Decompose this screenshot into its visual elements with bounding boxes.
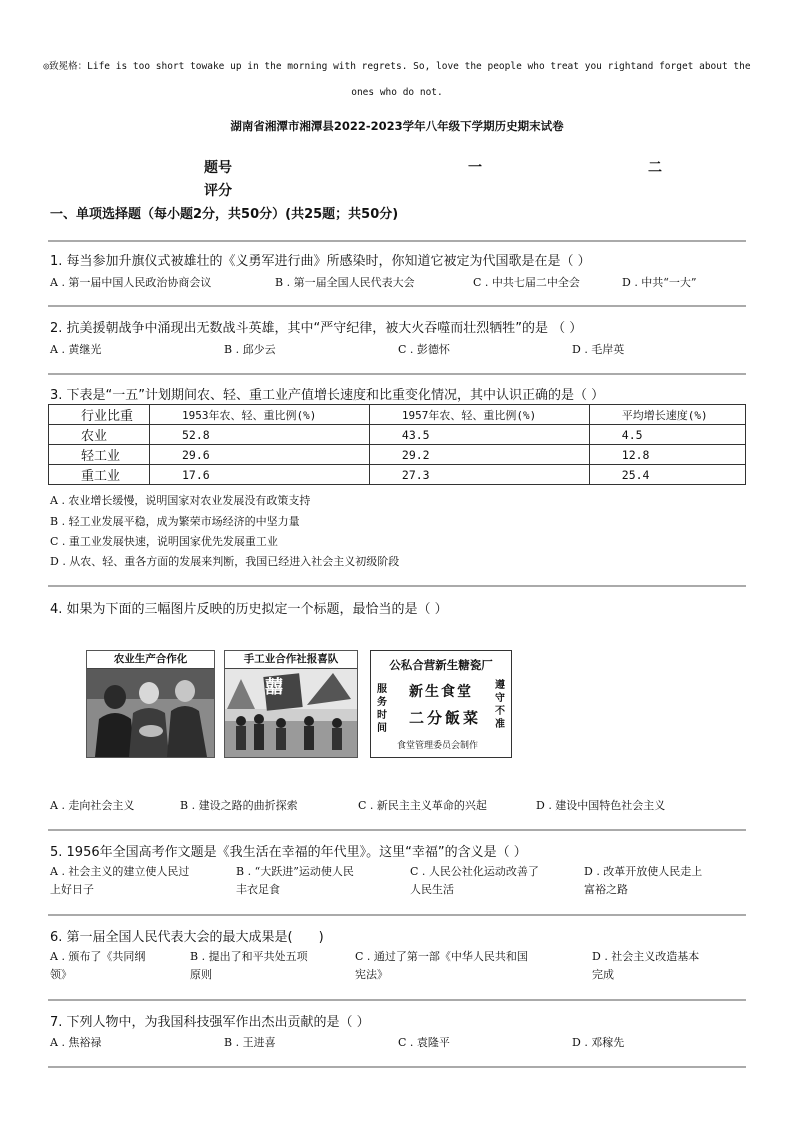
q5-option-d[interactable] bbox=[584, 863, 754, 899]
section-title: 一、单项选择题（每小题2分，共50分）(共25题；共50分) bbox=[50, 207, 399, 222]
table-cell: 52.8 bbox=[150, 425, 370, 445]
option-text-cont: 完成 bbox=[592, 968, 614, 981]
table-cell: 12.8 bbox=[589, 445, 745, 465]
table-cell: 轻工业 bbox=[49, 445, 150, 465]
q6-option-d[interactable] bbox=[592, 948, 752, 984]
q5-option-a[interactable] bbox=[50, 863, 230, 899]
divider bbox=[48, 305, 746, 307]
option-text: D . 社会主义改造基本 bbox=[592, 950, 700, 963]
q1-option-b[interactable]: B . 第一届全国人民代表大会 bbox=[275, 276, 415, 289]
option-text-cont: 人民生活 bbox=[410, 883, 454, 896]
divider bbox=[48, 914, 746, 916]
q2-option-d[interactable]: D . 毛岸英 bbox=[572, 343, 625, 356]
option-text: A . 颁布了《共同纲 bbox=[50, 950, 146, 963]
q6-option-b[interactable] bbox=[190, 948, 355, 984]
table-row bbox=[49, 465, 746, 485]
sign-main-text: 新生食堂 bbox=[409, 684, 473, 700]
sign-bottom-text: 食堂管理委员会制作 bbox=[397, 741, 479, 751]
q2-option-a[interactable]: A . 黄继光 bbox=[50, 343, 102, 356]
q4-option-b[interactable]: B . 建设之路的曲折探索 bbox=[180, 799, 298, 812]
divider bbox=[48, 585, 746, 587]
option-text-cont: 上好日子 bbox=[50, 883, 94, 896]
question-5-options bbox=[50, 863, 750, 897]
score-row-label: 评分 bbox=[204, 183, 232, 199]
sign-price-text: 二分飯菜 bbox=[409, 709, 482, 727]
divider bbox=[48, 240, 746, 242]
question-3-stem: 3. 下表是“一五”计划期间农、轻、重工业产值增长速度和比重变化情况，其中认识正确的是（ ） bbox=[50, 388, 605, 403]
photo-sign-text: 囍 bbox=[265, 677, 283, 698]
q6-option-c[interactable] bbox=[355, 948, 590, 984]
option-text: C . 通过了第一部《中华人民共和国 bbox=[355, 950, 528, 963]
table-cell: 29.6 bbox=[150, 445, 370, 465]
table-cell: 重工业 bbox=[49, 465, 150, 485]
header-motto: ◎致冕格：Life is too short towake up in the morning with regrets. So, love the people who treat you rightand forget about the ones who do not. bbox=[43, 61, 751, 98]
photo-caption: 农业生产合作化 bbox=[87, 651, 214, 669]
q3-option-a[interactable]: A . 农业增长缓慢，说明国家对农业发展没有政策支持 bbox=[50, 494, 311, 507]
option-text-cont: 富裕之路 bbox=[584, 883, 628, 896]
industry-data-table bbox=[48, 404, 746, 485]
option-text: B . 提出了和平共处五项 bbox=[190, 950, 308, 963]
table-cell: 17.6 bbox=[150, 465, 370, 485]
table-header: 行业比重 bbox=[49, 405, 150, 425]
q3-option-d[interactable]: D . 从农、轻、重各方面的发展来判断，我国已经进入社会主义初级阶段 bbox=[50, 555, 400, 568]
q5-option-c[interactable] bbox=[410, 863, 580, 899]
score-col-2: 二 bbox=[648, 160, 662, 176]
divider bbox=[48, 1066, 746, 1068]
q1-option-d[interactable]: D . 中共“一大” bbox=[622, 276, 697, 289]
q4-option-c[interactable]: C . 新民主主义革命的兴起 bbox=[358, 799, 487, 812]
table-row bbox=[49, 445, 746, 465]
sign-heading: 公私合营新生糖瓷厂 bbox=[389, 658, 493, 672]
table-cell: 25.4 bbox=[589, 465, 745, 485]
divider bbox=[48, 373, 746, 375]
table-header: 1953年农、轻、重比例(%) bbox=[150, 405, 370, 425]
option-text-cont: 宪法》 bbox=[355, 968, 388, 981]
q7-option-b[interactable]: B . 王进喜 bbox=[224, 1036, 276, 1049]
sign-right-column: 遵守不准 bbox=[495, 680, 505, 730]
table-cell: 29.2 bbox=[369, 445, 589, 465]
sign-left-column: 服务时间 bbox=[377, 684, 387, 734]
question-7-stem: 7. 下列人物中，为我国科技强军作出杰出贡献的是（ ） bbox=[50, 1015, 370, 1030]
option-text: C . 人民公社化运动改善了 bbox=[410, 865, 539, 878]
table-header: 1957年农、轻、重比例(%) bbox=[369, 405, 589, 425]
table-row bbox=[49, 425, 746, 445]
question-5-stem: 5. 1956年全国高考作文题是《我生活在幸福的年代里》。这里“幸福”的含义是（ ） bbox=[50, 845, 527, 860]
question-4-stem: 4. 如果为下面的三幅图片反映的历史拟定一个标题，最恰当的是（ ） bbox=[50, 602, 448, 617]
q1-option-c[interactable]: C . 中共七届二中全会 bbox=[473, 276, 580, 289]
option-text: A . 社会主义的建立使人民过 bbox=[50, 865, 190, 878]
score-header-label: 题号 bbox=[204, 160, 232, 176]
q7-option-d[interactable]: D . 邓稼先 bbox=[572, 1036, 625, 1049]
table-cell: 农业 bbox=[49, 425, 150, 445]
photo-canteen-sign bbox=[370, 650, 512, 758]
table-header: 平均增长速度(%) bbox=[589, 405, 745, 425]
question-2-stem: 2. 抗美援朝战争中涌现出无数战斗英雄，其中“严守纪律，被大火吞噬而壮烈牺牲”的是 （ ） bbox=[50, 321, 583, 336]
photo-caption: 手工业合作社报喜队 bbox=[225, 651, 357, 669]
q4-option-d[interactable]: D . 建设中国特色社会主义 bbox=[536, 799, 666, 812]
divider bbox=[48, 999, 746, 1001]
exam-title: 湖南省湘潭市湘潭县2022-2023学年八年级下学期历史期末试卷 bbox=[230, 119, 564, 133]
photo-agricultural-cooperation bbox=[86, 650, 215, 758]
q3-option-c[interactable]: C . 重工业发展快速，说明国家优先发展重工业 bbox=[50, 535, 278, 548]
photo-image bbox=[87, 669, 214, 757]
question-1-stem: 1. 每当参加升旗仪式被雄壮的《义勇军进行曲》所感染时，你知道它被定为代国歌是在是（ ） bbox=[50, 254, 591, 269]
table-cell: 4.5 bbox=[589, 425, 745, 445]
photo-handicraft-cooperative bbox=[224, 650, 358, 758]
q7-option-a[interactable]: A . 焦裕禄 bbox=[50, 1036, 102, 1049]
q1-option-a[interactable]: A . 第一届中国人民政治协商会议 bbox=[50, 276, 212, 289]
q6-option-a[interactable] bbox=[50, 948, 185, 984]
q5-option-b[interactable] bbox=[236, 863, 406, 899]
option-text-cont: 原则 bbox=[190, 968, 212, 981]
option-text: B . “大跃进”运动使人民 bbox=[236, 865, 354, 878]
option-text: D . 改革开放使人民走上 bbox=[584, 865, 703, 878]
q7-option-c[interactable]: C . 袁隆平 bbox=[398, 1036, 450, 1049]
photo-image bbox=[225, 669, 357, 757]
table-cell: 43.5 bbox=[369, 425, 589, 445]
divider bbox=[48, 829, 746, 831]
q4-option-a[interactable]: A . 走向社会主义 bbox=[50, 799, 135, 812]
score-col-1: 一 bbox=[468, 160, 482, 176]
option-text-cont: 领》 bbox=[50, 968, 72, 981]
q3-option-b[interactable]: B . 轻工业发展平稳，成为繁荣市场经济的中坚力量 bbox=[50, 515, 300, 528]
table-header-row bbox=[49, 405, 746, 425]
table-cell: 27.3 bbox=[369, 465, 589, 485]
question-6-options bbox=[50, 948, 750, 982]
question-6-stem: 6. 第一届全国人民代表大会的最大成果是( ) bbox=[50, 930, 324, 945]
option-text-cont: 丰衣足食 bbox=[236, 883, 280, 896]
q2-option-c[interactable]: C . 彭德怀 bbox=[398, 343, 450, 356]
q2-option-b[interactable]: B . 邱少云 bbox=[224, 343, 276, 356]
